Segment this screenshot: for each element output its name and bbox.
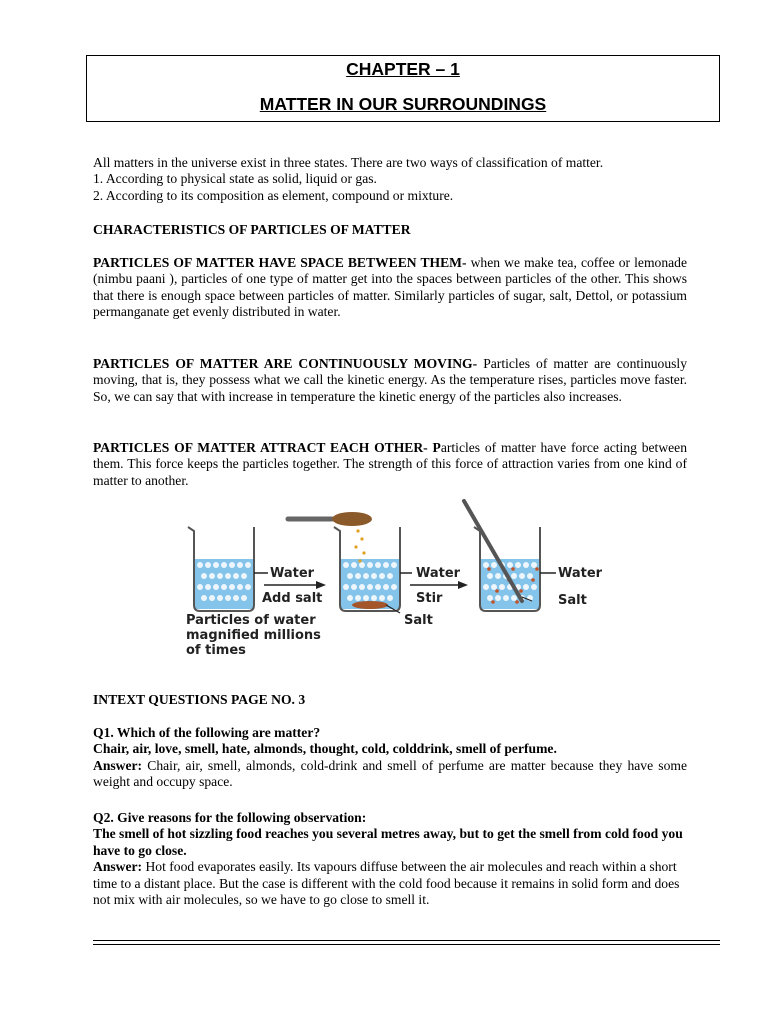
salt-particle	[519, 589, 523, 593]
water-particle	[355, 595, 361, 601]
chapter-number: CHAPTER – 1	[346, 59, 460, 79]
paragraph-body: Particles of matter are continuously moving, that is, they possess what we call the kinetic energy. As the temperature rises, particles move faster. So, we can say that with increase in temperature the kinetic energy of the particles also increases.	[93, 356, 688, 404]
paragraph-space-between	[93, 255, 687, 321]
water-particle	[209, 573, 215, 579]
water-particle	[383, 584, 389, 590]
water-particle	[233, 595, 239, 601]
water-particle	[245, 584, 251, 590]
beaker-stirred	[464, 501, 540, 611]
water-particle	[487, 573, 493, 579]
falling-salt-grain	[354, 545, 357, 548]
caption-line: magnified millions	[186, 628, 321, 643]
paragraph-attract	[93, 440, 687, 489]
salt-particle	[531, 578, 535, 582]
water-particle	[375, 562, 381, 568]
water-particle	[523, 562, 529, 568]
water-particle	[201, 573, 207, 579]
water-particle	[221, 584, 227, 590]
water-particle	[217, 595, 223, 601]
answer-label: Answer:	[93, 757, 143, 773]
water-particle	[367, 584, 373, 590]
question-title: Q1. Which of the following are matter?	[93, 725, 321, 740]
falling-salt-grain	[358, 559, 361, 562]
paragraph-heading: PARTICLES OF MATTER HAVE SPACE BETWEEN THEM-	[93, 255, 467, 270]
label-stir: Stir	[416, 591, 443, 606]
salt-particle	[495, 589, 499, 593]
paragraph-body: articles of matter have force acting between them. This force keeps the particles together. The strength of this force of attraction varies from one kind of matter to another.	[93, 440, 688, 488]
label-water-2: Water	[416, 566, 461, 581]
water-particle	[217, 573, 223, 579]
chapter-title-box	[86, 55, 720, 122]
water-particle	[213, 562, 219, 568]
water-particle	[209, 595, 215, 601]
water-particle	[511, 573, 517, 579]
water-particle	[499, 584, 505, 590]
caption-line: Particles of water	[186, 613, 316, 628]
question-2	[93, 810, 687, 908]
water-particle	[531, 584, 537, 590]
label-water-3: Water	[558, 566, 603, 581]
spoon-bowl	[332, 512, 372, 526]
water-particle	[375, 584, 381, 590]
water-particle	[527, 573, 533, 579]
water-particle	[491, 584, 497, 590]
footer-rule	[93, 940, 720, 941]
water-particle	[519, 573, 525, 579]
water-particle	[241, 573, 247, 579]
water-particle	[367, 562, 373, 568]
water-particle	[371, 573, 377, 579]
water-particle	[515, 562, 521, 568]
water-particle	[237, 584, 243, 590]
water-particle	[483, 584, 489, 590]
water-particle	[197, 584, 203, 590]
section-heading: CHARACTERISTICS OF PARTICLES OF MATTER	[93, 222, 411, 237]
arrowhead	[458, 581, 468, 589]
paragraph-body: when we make tea, coffee or lemonade (nimbu paani ), particles of one type of matter get into the spaces between particles of the other. This shows that there is enough space between particles of matter. Similarly particles of sugar, salt, Dettol, or potassium permanganate get evenly distributed in water.	[93, 255, 687, 320]
salt-particle	[515, 600, 519, 604]
water-particle	[511, 595, 517, 601]
answer-text: Chair, air, smell, almonds, cold-drink and smell of perfume are matter because they have some weight and occupy space.	[93, 757, 687, 790]
question-detail: The smell of hot sizzling food reaches you several metres away, but to get the smell from cold food you have to go close.	[93, 826, 683, 858]
water-particle	[343, 562, 349, 568]
salt-heap	[352, 601, 388, 609]
water-particle	[205, 584, 211, 590]
water-particle	[229, 562, 235, 568]
falling-salt-grain	[356, 529, 359, 532]
label-water-1: Water	[270, 566, 315, 581]
water-particle	[229, 584, 235, 590]
water-particle	[205, 562, 211, 568]
water-particle	[213, 584, 219, 590]
water-particle	[359, 584, 365, 590]
question-detail: Chair, air, love, smell, hate, almonds, thought, cold, colddrink, smell of perfume.	[93, 741, 557, 757]
water-particle	[363, 573, 369, 579]
answer-text: Hot food evaporates easily. Its vapours diffuse between the air molecules and reach within a short time to a distant place. But the case is different with the cold food because it remains in solid form and does not mix with air molecules, so we have to go close to smell it.	[93, 859, 680, 908]
water-particle	[225, 573, 231, 579]
water-particle	[383, 562, 389, 568]
water-particle	[237, 562, 243, 568]
beaker-water	[188, 527, 254, 611]
water-particle	[363, 595, 369, 601]
water-particle	[531, 562, 537, 568]
water-particle	[487, 595, 493, 601]
water-particle	[347, 573, 353, 579]
answer	[93, 859, 687, 908]
falling-salt-grain	[362, 551, 365, 554]
water-particle	[371, 595, 377, 601]
caption-line: of times	[186, 643, 246, 658]
water-particle	[221, 562, 227, 568]
water-particle	[359, 562, 365, 568]
paragraph-heading: PARTICLES OF MATTER ARE CONTINUOUSLY MOVING-	[93, 356, 478, 371]
falling-salt-grain	[360, 537, 363, 540]
water-particle	[503, 595, 509, 601]
water-particle	[379, 573, 385, 579]
water-particle	[351, 562, 357, 568]
footer-rule	[93, 944, 720, 945]
water-particle	[225, 595, 231, 601]
water-particle	[351, 584, 357, 590]
water-particle	[491, 562, 497, 568]
water-particle	[245, 562, 251, 568]
water-particle	[233, 573, 239, 579]
paragraph-heading: PARTICLES OF MATTER ATTRACT EACH OTHER- P	[93, 440, 441, 455]
water-particle	[197, 562, 203, 568]
intext-heading: INTEXT QUESTIONS PAGE NO. 3	[93, 692, 306, 707]
beaker-illustration	[172, 497, 612, 667]
water-particle	[391, 584, 397, 590]
salt-particle	[535, 567, 539, 571]
water-particle	[523, 584, 529, 590]
intro-line: All matters in the universe exist in three states. There are two ways of classification of matter.	[93, 155, 604, 170]
figure-caption	[186, 613, 321, 658]
water-particle	[241, 595, 247, 601]
water-particle	[391, 562, 397, 568]
water-particle	[347, 595, 353, 601]
answer-label: Answer:	[93, 859, 143, 875]
label-add-salt: Add salt	[262, 591, 323, 606]
question-title: Q2. Give reasons for the following observation:	[93, 810, 367, 825]
arrowhead	[316, 581, 326, 589]
water-particle	[507, 562, 513, 568]
water-particle	[483, 562, 489, 568]
water-particle	[201, 595, 207, 601]
intro-list-item: 1. According to physical state as solid, liquid or gas.	[93, 171, 377, 187]
water-particle	[379, 595, 385, 601]
chapter-title: MATTER IN OUR SURROUNDINGS	[259, 94, 547, 114]
water-particle	[495, 573, 501, 579]
answer	[93, 758, 687, 791]
water-particle	[495, 595, 501, 601]
falling-salt	[354, 529, 365, 562]
water-particle	[387, 595, 393, 601]
water-particle	[343, 584, 349, 590]
intro-list-item: 2. According to its composition as element, compound or mixture.	[93, 187, 454, 203]
intro-block	[93, 155, 687, 204]
question-1	[93, 725, 687, 791]
salt-particle	[487, 567, 491, 571]
water-particle	[355, 573, 361, 579]
salt-particle	[491, 600, 495, 604]
label-salt-2: Salt	[404, 613, 433, 628]
paragraph-continuously-moving	[93, 356, 687, 405]
water-particle	[387, 573, 393, 579]
salt-particle	[511, 567, 515, 571]
label-salt-3: Salt	[558, 593, 587, 608]
